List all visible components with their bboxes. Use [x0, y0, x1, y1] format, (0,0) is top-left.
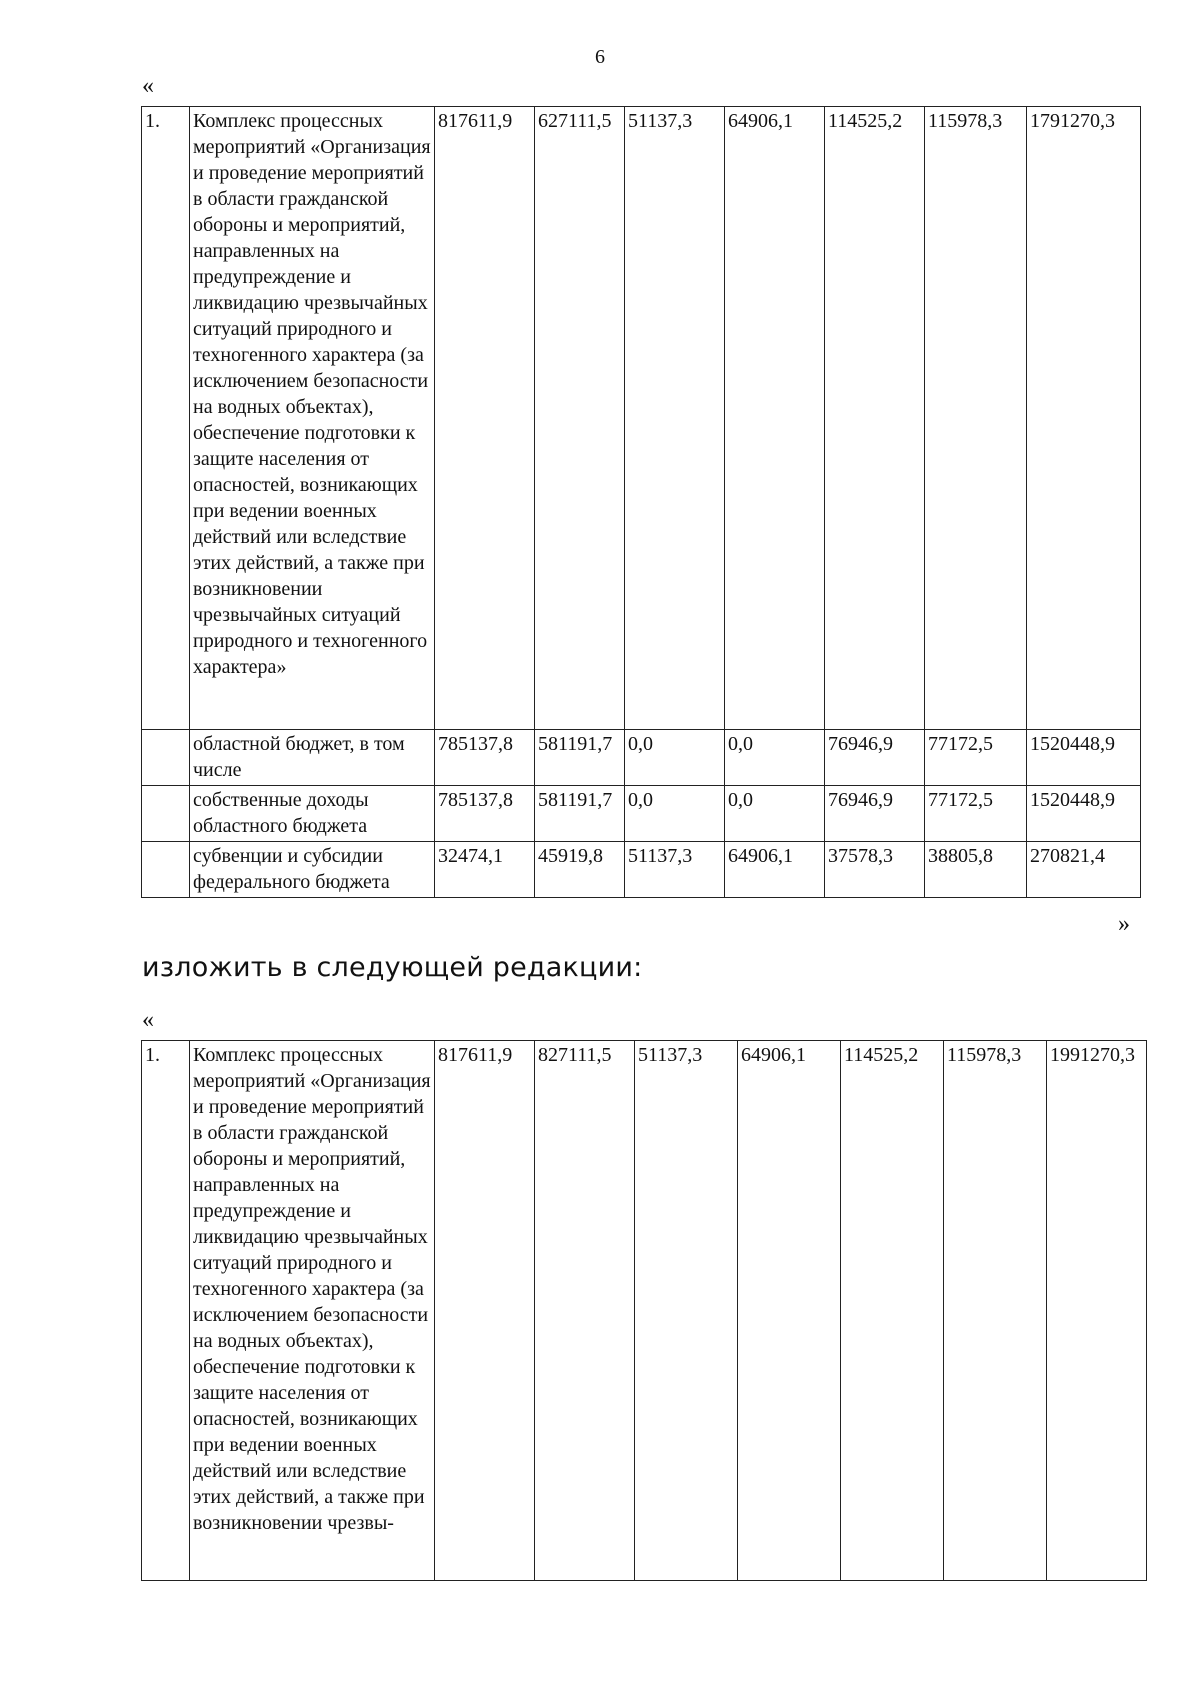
value-cell: 0,0: [625, 786, 725, 842]
row-name: собственные доходы областного бюджета: [190, 786, 435, 842]
value-cell: 115978,3: [925, 107, 1027, 730]
table-new-edition: [141, 1040, 1147, 1581]
value-cell: 817611,9: [435, 1041, 535, 1581]
value-cell: 627111,5: [535, 107, 625, 730]
value-cell: 0,0: [725, 730, 825, 786]
value-cell: 1991270,3: [1047, 1041, 1147, 1581]
value-cell: 785137,8: [435, 786, 535, 842]
value-cell: 1520448,9: [1027, 786, 1141, 842]
value-cell: 1791270,3: [1027, 107, 1141, 730]
value-cell: 64906,1: [725, 107, 825, 730]
page-number: 6: [595, 46, 605, 68]
value-cell: 76946,9: [825, 786, 925, 842]
value-cell: 32474,1: [435, 842, 535, 898]
value-cell: 115978,3: [944, 1041, 1047, 1581]
table-row: [142, 730, 1141, 786]
row-name: Комплекс процессных мероприятий «Организация и проведение мероприятий в области гражданской обороны и мероприятий, направленных на предупреждение и ликвидацию чрезвычайных ситуаций природного и техногенного характера (за исключением безопасности на водных объектах), обеспечение подготовки к защите населения от опасностей, возникающих при ведении военных действий или вследствие этих действий, а также при возникновении чрезвычайных ситуаций природного и техногенного характера»: [190, 107, 435, 730]
opening-quote-mark: «: [142, 1007, 154, 1033]
table-row: [142, 107, 1141, 730]
replace-phrase: изложить в следующей редакции:: [142, 952, 643, 983]
opening-quote-mark: «: [142, 73, 154, 99]
value-cell: 51137,3: [635, 1041, 738, 1581]
value-cell: 0,0: [725, 786, 825, 842]
table-row: [142, 786, 1141, 842]
closing-quote-mark: »: [1118, 911, 1130, 937]
value-cell: 45919,8: [535, 842, 625, 898]
value-cell: 77172,5: [925, 786, 1027, 842]
table-row: [142, 842, 1141, 898]
value-cell: 77172,5: [925, 730, 1027, 786]
row-number: [142, 730, 190, 786]
value-cell: 51137,3: [625, 107, 725, 730]
value-cell: 51137,3: [625, 842, 725, 898]
value-cell: 0,0: [625, 730, 725, 786]
value-cell: 38805,8: [925, 842, 1027, 898]
row-name: областной бюджет, в том числе: [190, 730, 435, 786]
row-number: [142, 786, 190, 842]
table-row: [142, 1041, 1147, 1581]
value-cell: 1520448,9: [1027, 730, 1141, 786]
row-number: 1.: [142, 1041, 190, 1581]
value-cell: 581191,7: [535, 786, 625, 842]
value-cell: 581191,7: [535, 730, 625, 786]
value-cell: 817611,9: [435, 107, 535, 730]
value-cell: 114525,2: [825, 107, 925, 730]
row-name: Комплекс процессных мероприятий «Организация и проведение мероприятий в области гражданской обороны и мероприятий, направленных на предупреждение и ликвидацию чрезвычайных ситуаций природного и техногенного характера (за исключением безопасности на водных объектах), обеспечение подготовки к защите населения от опасностей, возникающих при ведении военных действий или вследствие этих действий, а также при возникновении чрезвы-: [190, 1041, 435, 1581]
value-cell: 64906,1: [725, 842, 825, 898]
row-name: субвенции и субсидии федерального бюджета: [190, 842, 435, 898]
value-cell: 37578,3: [825, 842, 925, 898]
value-cell: 76946,9: [825, 730, 925, 786]
value-cell: 270821,4: [1027, 842, 1141, 898]
value-cell: 785137,8: [435, 730, 535, 786]
row-number: [142, 842, 190, 898]
table-current-edition: [141, 106, 1141, 898]
value-cell: 64906,1: [738, 1041, 841, 1581]
value-cell: 827111,5: [535, 1041, 635, 1581]
value-cell: 114525,2: [841, 1041, 944, 1581]
row-number: 1.: [142, 107, 190, 730]
